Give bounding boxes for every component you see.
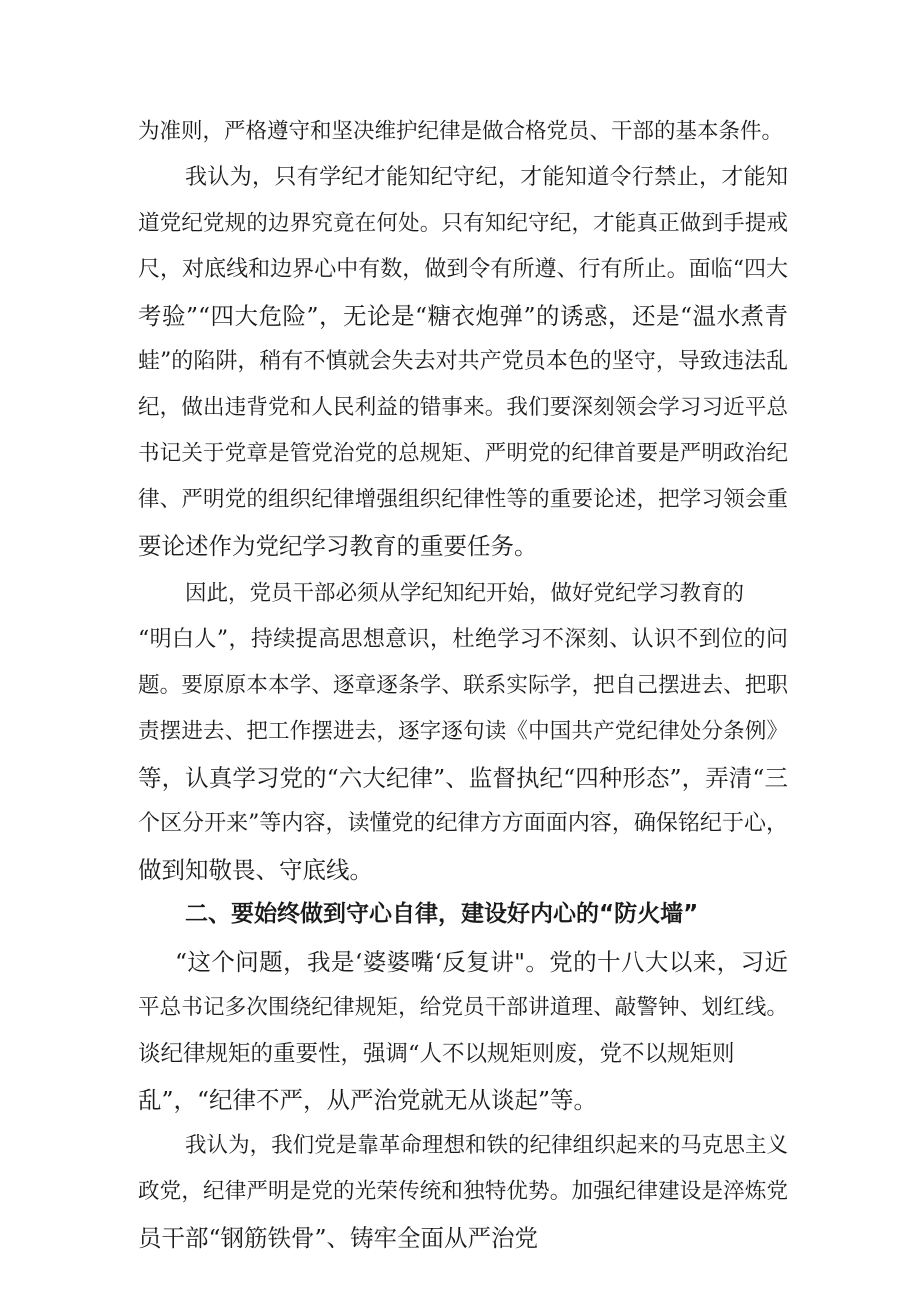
paragraph-5-line-3: 员干部“钢筋铁骨”、铸牢全面从严治党 — [138, 1224, 539, 1252]
paragraph-3-line-6: 个区分开来”等内容，读懂党的纪律方方面面内容，确保铭纪于心， — [138, 811, 788, 836]
paragraph-2-line-7: 书记关于党章是管党治党的总规矩、严明党的纪律首要是严明政治纪 — [138, 441, 788, 466]
paragraph-3-line-3: 题。要原原本本学、逐章逐条学、联系实际学，把自己摆进去、把职 — [138, 673, 788, 698]
paragraph-5-line-2: 政党，纪律严明是党的光荣传统和独特优势。加强纪律建设是淬炼党 — [138, 1179, 788, 1204]
paragraph-4-line-3: 谈纪律规矩的重要性，强调“人不以规矩则废，党不以规矩则 — [138, 1041, 735, 1067]
paragraph-4-line-2: 平总书记多次围绕纪律规矩，给党员干部讲道理、敲警钟、划红线。 — [138, 995, 788, 1020]
paragraph-2-line-5: 蛙”的陷阱，稍有不慎就会失去对共产党员本色的坚守，导致违法乱 — [138, 349, 788, 374]
paragraph-2-line-1: 我认为，只有学纪才能知纪守纪，才能知道令行禁止，才能知 — [185, 165, 788, 190]
paragraph-2-line-8: 律、严明党的组织纪律增强组织纪律性等的重要论述，把学习领会重 — [138, 487, 788, 512]
paragraph-2-line-2: 道党纪党规的边界究竟在何处。只有知纪守纪，才能真正做到手提戒 — [138, 211, 788, 236]
paragraph-3-line-4: 责摆进去、把工作摆进去，逐字逐句读《中国共产党纪律处分条例》 — [138, 719, 788, 744]
paragraph-4-line-4: 乱”，“纪律不严，从严治党就无从谈起”等。 — [138, 1086, 598, 1114]
paragraph-3-line-2: “明白人”，持续提高思想意识，杜绝学习不深刻、认识不到位的问 — [138, 627, 788, 652]
paragraph-2-line-9: 要论述作为党纪学习教育的重要任务。 — [138, 532, 538, 560]
section-heading-2: 二、要始终做到守心自律，建设好内心的“防火墙” — [185, 901, 699, 927]
paragraph-4-line-1: “这个问题，我是‘婆婆嘴‘反复讲"。党的十八大以来，习近 — [175, 948, 788, 976]
paragraph-5-line-1: 我认为，我们党是靠革命理想和铁的纪律组织起来的马克思主义 — [185, 1133, 788, 1158]
paragraph-3-line-5: 等，认真学习党的“六大纪律”、监督执纪“四种形态”，弄清“三 — [138, 764, 788, 792]
paragraph-3-line-1: 因此，党员干部必须从学纪知纪开始，做好党纪学习教育的 — [185, 581, 745, 606]
paragraph-1-line-1: 为准则，严格遵守和坚决维护纪律是做合格党员、干部的基本条件。 — [138, 119, 784, 144]
paragraph-3-line-7: 做到知敬畏、守底线。 — [138, 856, 373, 884]
paragraph-2-line-3: 尺，对底线和边界心中有数，做到令有所遵、行有所止。面临“四大 — [138, 257, 788, 282]
paragraph-2-line-6: 纪，做出违背党和人民利益的错事来。我们要深刻领会学习习近平总 — [138, 395, 788, 420]
paragraph-2-line-4: 考验”“四大危险”，无论是“糖衣炮弹”的诱惑，还是“温水煮青 — [138, 302, 788, 330]
